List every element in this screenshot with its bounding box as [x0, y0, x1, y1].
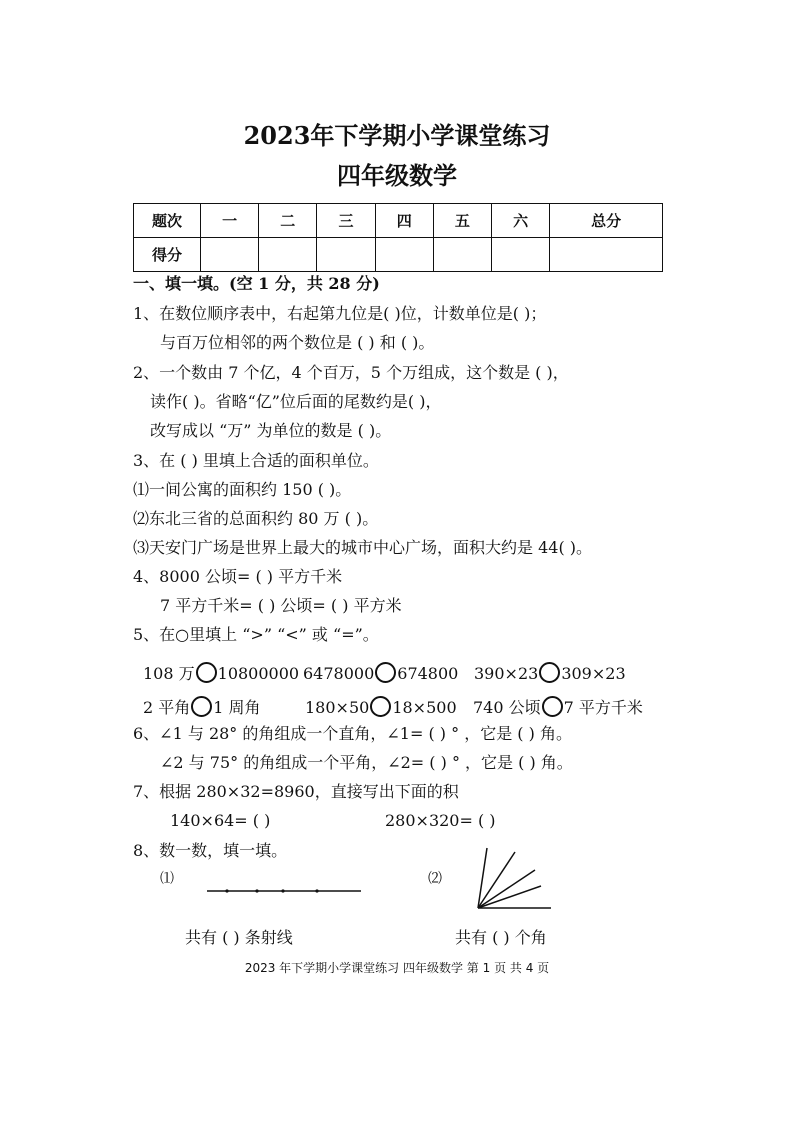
compare-circle[interactable]	[370, 696, 391, 717]
compare-circle[interactable]	[539, 662, 560, 683]
figure-label-2: ⑵	[428, 871, 442, 887]
question-6-line-1: 6、∠1 与 28° 的角组成一个直角，∠1= ( ) ° ，它是 ( ) 角。	[133, 724, 572, 743]
question-1-line-1: 1、在数位顺序表中，右起第九位是( )位，计数单位是( )；	[133, 304, 547, 323]
score-table-header-cell: 四	[375, 204, 433, 238]
section-heading: 一、填一填。(空 1 分，共 28 分)	[133, 274, 380, 293]
question-6-line-2: ∠2 与 75° 的角组成一个平角，∠2= ( ) ° ，它是 ( ) 角。	[160, 753, 573, 772]
question-7-expr-2: 280×320= ( )	[385, 811, 496, 830]
compare-item	[143, 696, 261, 717]
ray	[478, 886, 541, 908]
compare-right: 18×500	[392, 698, 457, 717]
line-point	[255, 889, 258, 892]
compare-left: 6478000	[303, 664, 375, 683]
question-3-item-2: ⑵东北三省的总面积约 80 万 ( )。	[133, 509, 379, 528]
compare-item	[305, 696, 457, 717]
line-point	[315, 889, 318, 892]
ray	[478, 870, 535, 908]
figure-label-1: ⑴	[160, 871, 174, 887]
question-8-answer-1: 共有 ( ) 条射线	[185, 928, 293, 947]
score-row-label: 得分	[134, 238, 201, 272]
line-point	[225, 889, 228, 892]
question-7-expr-1: 140×64= ( )	[170, 811, 271, 830]
question-4-line-1: 4、8000 公顷= ( ) 平方千米	[133, 567, 343, 586]
compare-item	[474, 662, 626, 683]
compare-left: 390×23	[474, 664, 539, 683]
compare-circle[interactable]	[375, 662, 396, 683]
score-cell[interactable]	[375, 238, 433, 272]
compare-circle[interactable]	[542, 696, 563, 717]
question-2-line-3: 改写成以 “万” 为单位的数是 ( )。	[150, 421, 392, 440]
score-table-header-cell: 总分	[550, 204, 663, 238]
compare-left: 180×50	[305, 698, 370, 717]
page-subtitle: 四年级数学	[337, 161, 457, 190]
compare-left: 2 平角	[143, 698, 191, 717]
compare-item	[473, 696, 643, 717]
question-3-line-1: 3、在 ( ) 里填上合适的面积单位。	[133, 451, 379, 470]
score-table-header-cell: 六	[492, 204, 550, 238]
question-5-line-1: 5、在○里填上 “>” “<” 或 “=”。	[133, 625, 379, 644]
ray-line-figure	[205, 886, 365, 896]
compare-right: 309×23	[561, 664, 626, 683]
compare-circle[interactable]	[191, 696, 212, 717]
question-1-line-2: 与百万位相邻的两个数位是 ( ) 和 ( )。	[160, 333, 435, 352]
score-table-score-row	[134, 238, 663, 272]
compare-right: 674800	[397, 664, 459, 683]
compare-right: 7 平方千米	[563, 698, 643, 717]
score-table-header-cell: 五	[433, 204, 491, 238]
page-title: 2023年下学期小学课堂练习	[243, 121, 551, 150]
score-table-header-cell: 一	[201, 204, 259, 238]
question-4-line-2: 7 平方千米= ( ) 公顷= ( ) 平方米	[160, 596, 402, 615]
score-cell[interactable]	[550, 238, 663, 272]
score-table	[133, 203, 663, 272]
question-3-item-1: ⑴一间公寓的面积约 150 ( )。	[133, 480, 352, 499]
score-cell[interactable]	[317, 238, 375, 272]
question-2-line-2: 读作( )。省略“亿”位后面的尾数约是( )，	[150, 392, 442, 411]
score-table-header-cell: 三	[317, 204, 375, 238]
angle-fan-figure	[475, 846, 555, 911]
compare-left: 740 公顷	[473, 698, 541, 717]
compare-item	[303, 662, 458, 683]
compare-right: 10800000	[217, 664, 300, 683]
score-cell[interactable]	[201, 238, 259, 272]
question-8-line-1: 8、数一数，填一填。	[133, 841, 288, 860]
score-table-header-row	[134, 204, 663, 238]
question-2-line-1: 2、一个数由 7 个亿，4 个百万，5 个万组成，这个数是 ( )，	[133, 363, 569, 382]
line-point	[281, 889, 284, 892]
score-cell[interactable]	[259, 238, 317, 272]
score-cell[interactable]	[433, 238, 491, 272]
compare-item	[143, 662, 299, 683]
question-3-item-3: ⑶天安门广场是世界上最大的城市中心广场，面积大约是 44( )。	[133, 538, 593, 557]
compare-left: 108 万	[143, 664, 195, 683]
question-8-answer-2: 共有 ( ) 个角	[455, 928, 547, 947]
compare-right: 1 周角	[213, 698, 261, 717]
score-table-header-cell: 题次	[134, 204, 201, 238]
compare-circle[interactable]	[196, 662, 217, 683]
score-table-header-cell: 二	[259, 204, 317, 238]
ray	[478, 852, 515, 908]
score-cell[interactable]	[492, 238, 550, 272]
page-footer: 2023 年下学期小学课堂练习 四年级数学 第 1 页 共 4 页	[244, 961, 550, 975]
question-7-line-1: 7、根据 280×32=8960，直接写出下面的积	[133, 782, 459, 801]
ray	[478, 848, 487, 908]
